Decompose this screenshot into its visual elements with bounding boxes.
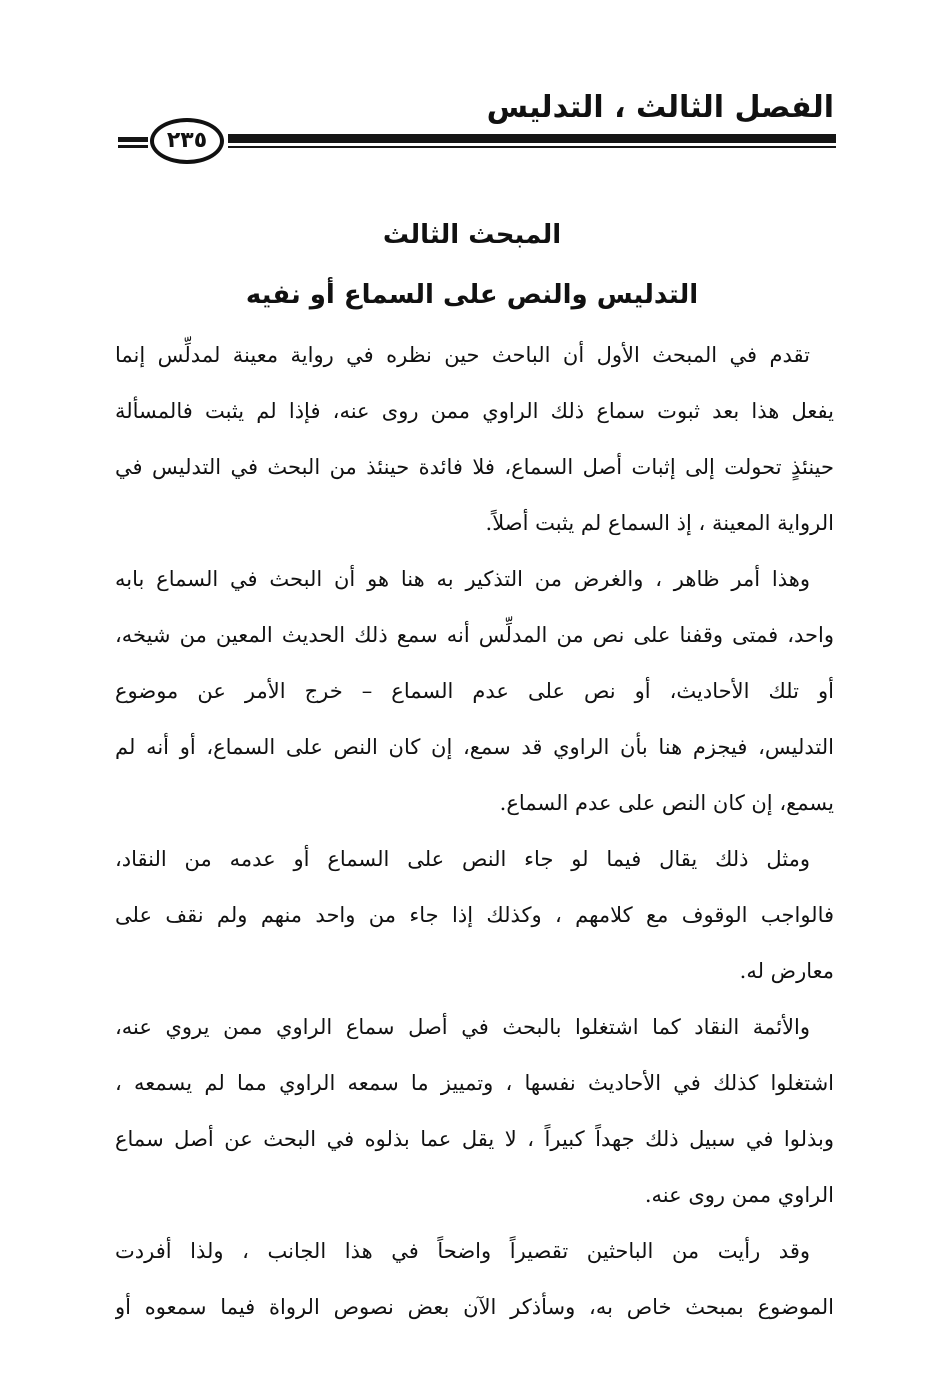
header-rule-thin <box>228 146 836 148</box>
section-heading: المبحث الثالث <box>382 220 562 250</box>
text-line: ومثل ذلك يقال فيما لو جاء النص على السماع أو عدمه من النقاد، <box>115 847 810 871</box>
text-line: وقد رأيت من الباحثين تقصيراً واضحاً في هذا الجانب ، ولذا أفردت <box>115 1239 810 1263</box>
text-line: يفعل هذا بعد ثبوت سماع ذلك الراوي ممن روى عنه، فإذا لم يثبت فالمسألة <box>115 399 834 423</box>
paragraph-4 <box>115 999 834 1223</box>
paragraph-2 <box>115 551 834 831</box>
text-line: وهذا أمر ظاهر ، والغرض من التذكير به هنا هو أن البحث في السماع بابه <box>115 567 810 591</box>
text-line: أو تلك الأحاديث، أو نص على عدم السماع – خرج الأمر عن موضوع <box>115 679 834 703</box>
header-rule-left-thin <box>118 145 148 148</box>
text-line: واحد، فمتى وقفنا على نص من المدلِّس أنه سمع ذلك الحديث المعين من شيخه، <box>115 623 834 647</box>
text-line: معارض له. <box>739 959 834 983</box>
text-line: والأئمة النقاد كما اشتغلوا بالبحث في أصل سماع الراوي ممن يروي عنه، <box>115 1015 810 1039</box>
text-line: تقدم في المبحث الأول أن الباحث حين نظره في رواية معينة لمدلِّس إنما <box>115 343 810 367</box>
running-header-title: الفصل الثالث ، التدليس <box>486 90 834 125</box>
text-line: الراوي ممن روى عنه. <box>644 1183 834 1207</box>
paragraph-5 <box>115 1223 834 1335</box>
text-line: الرواية المعينة ، إذ السماع لم يثبت أصلاً. <box>485 511 834 535</box>
section-title: التدليس والنص على السماع أو نفيه <box>245 280 699 310</box>
text-line: وبذلوا في سبيل ذلك جهداً كبيراً ، لا يقل عما بذلوه في البحث عن أصل سماع <box>115 1127 834 1151</box>
paragraph-1 <box>115 327 834 551</box>
header-rule-left <box>118 137 148 151</box>
text-line: فالواجب الوقوف مع كلامهم ، وكذلك إذا جاء من واحد منهم ولم نقف على <box>115 903 834 927</box>
paragraph-3 <box>115 831 834 999</box>
header-rule-thick <box>228 134 836 143</box>
text-line: الموضوع بمبحث خاص به، وسأذكر الآن بعض نصوص الرواة فيما سمعوه أو <box>115 1295 834 1319</box>
text-line: يسمع، إن كان النص على عدم السماع. <box>499 791 834 815</box>
header-rule-left-thick <box>118 137 148 142</box>
page-number: ٢٣٥ <box>150 118 224 164</box>
header-rule <box>228 132 836 154</box>
text-line: حينئذٍ تحولت إلى إثبات أصل السماع، فلا فائدة حينئذ من البحث في التدليس في <box>115 455 834 479</box>
text-line: التدليس، فيجزم هنا بأن الراوي قد سمع، إن كان النص على السماع، أو أنه لم <box>115 735 834 759</box>
body-text <box>115 327 834 1335</box>
text-line: اشتغلوا كذلك في الأحاديث نفسها ، وتمييز ما سمعه الراوي مما لم يسمعه ، <box>115 1071 834 1095</box>
